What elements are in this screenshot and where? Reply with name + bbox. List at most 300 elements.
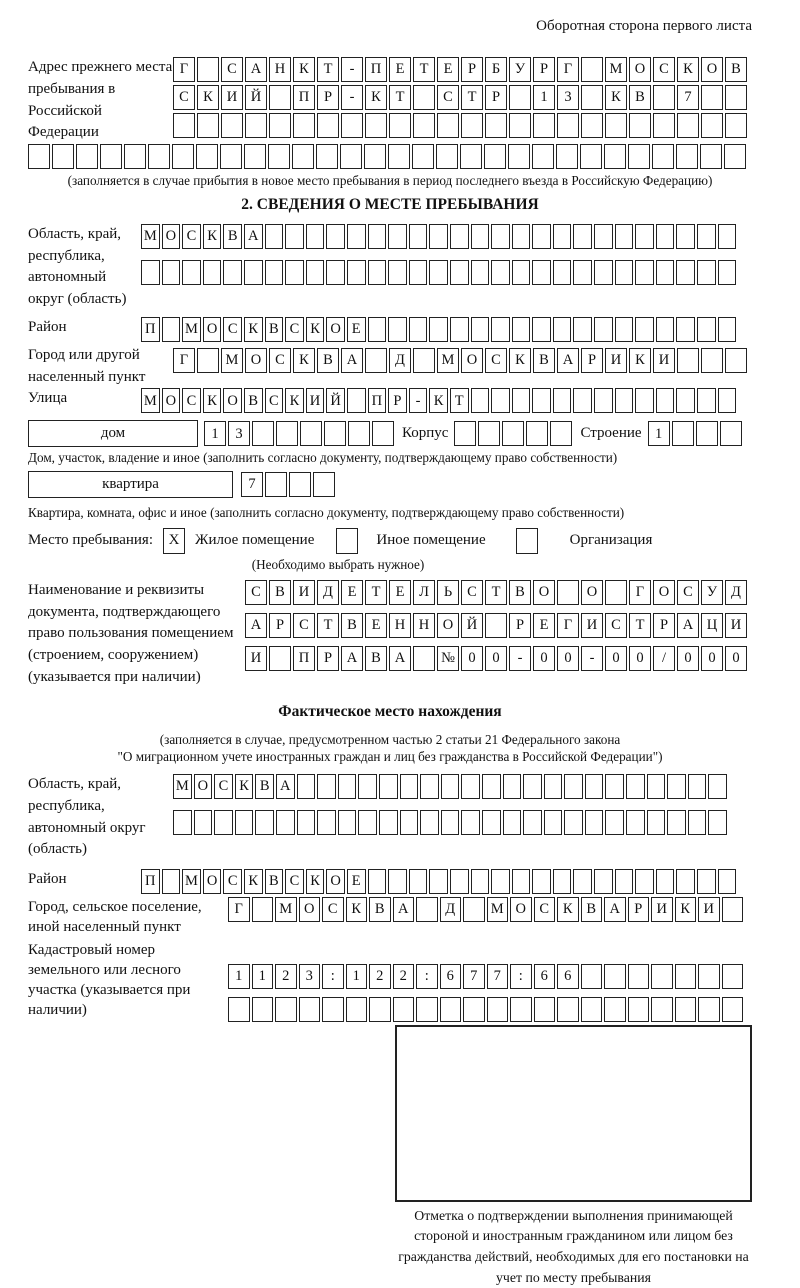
char-box[interactable]: 7 — [241, 472, 263, 497]
char-box[interactable]: В — [369, 897, 391, 922]
char-box[interactable] — [173, 810, 192, 835]
char-box[interactable]: Г — [557, 57, 579, 82]
char-box[interactable] — [676, 317, 695, 342]
char-box[interactable]: И — [651, 897, 673, 922]
checkbox-zhiloe[interactable]: X — [163, 528, 185, 554]
char-box[interactable] — [722, 997, 744, 1022]
char-box[interactable]: С — [182, 388, 201, 413]
char-box[interactable] — [553, 869, 572, 894]
char-box[interactable]: С — [534, 897, 556, 922]
char-box[interactable]: - — [509, 646, 531, 671]
char-box[interactable] — [677, 348, 699, 373]
char-box[interactable]: Р — [485, 85, 507, 110]
char-box[interactable]: О — [581, 580, 603, 605]
char-box[interactable] — [724, 144, 746, 169]
char-box[interactable]: Й — [245, 85, 267, 110]
char-box[interactable] — [413, 85, 435, 110]
char-box[interactable]: Р — [653, 613, 675, 638]
char-box[interactable]: - — [341, 85, 363, 110]
char-box[interactable] — [581, 997, 603, 1022]
char-box[interactable] — [194, 810, 213, 835]
char-box[interactable] — [450, 224, 469, 249]
char-box[interactable]: В — [244, 388, 263, 413]
char-box[interactable]: М — [141, 388, 160, 413]
char-box[interactable] — [285, 224, 304, 249]
char-box[interactable] — [28, 144, 50, 169]
char-box[interactable] — [502, 421, 524, 446]
char-box[interactable]: К — [203, 224, 222, 249]
char-box[interactable] — [440, 997, 462, 1022]
char-box[interactable] — [667, 774, 686, 799]
char-box[interactable]: Й — [326, 388, 345, 413]
char-box[interactable]: Е — [347, 869, 366, 894]
char-box[interactable] — [510, 997, 532, 1022]
char-box[interactable] — [532, 144, 554, 169]
char-box[interactable]: П — [368, 388, 387, 413]
char-box[interactable] — [436, 144, 458, 169]
char-box[interactable] — [544, 774, 563, 799]
char-box[interactable] — [718, 260, 737, 285]
char-box[interactable]: В — [223, 224, 242, 249]
char-box[interactable] — [269, 113, 291, 138]
char-box[interactable] — [393, 997, 415, 1022]
char-box[interactable]: О — [437, 613, 459, 638]
char-box[interactable] — [651, 964, 673, 989]
char-box[interactable] — [534, 997, 556, 1022]
char-box[interactable]: Т — [317, 613, 339, 638]
char-box[interactable] — [441, 774, 460, 799]
char-box[interactable] — [533, 113, 555, 138]
char-box[interactable] — [635, 224, 654, 249]
char-box[interactable] — [197, 57, 219, 82]
char-box[interactable]: Н — [269, 57, 291, 82]
char-box[interactable] — [245, 113, 267, 138]
char-box[interactable]: И — [221, 85, 243, 110]
char-box[interactable] — [269, 85, 291, 110]
char-box[interactable] — [471, 224, 490, 249]
char-box[interactable]: Е — [347, 317, 366, 342]
char-box[interactable]: А — [389, 646, 411, 671]
char-box[interactable]: О — [162, 224, 181, 249]
char-box[interactable] — [358, 774, 377, 799]
char-box[interactable] — [412, 144, 434, 169]
char-box[interactable] — [400, 774, 419, 799]
char-box[interactable] — [653, 113, 675, 138]
char-box[interactable]: С — [653, 57, 675, 82]
char-box[interactable] — [148, 144, 170, 169]
char-box[interactable] — [454, 421, 476, 446]
char-box[interactable]: М — [221, 348, 243, 373]
char-box[interactable]: А — [245, 613, 267, 638]
char-box[interactable]: С — [214, 774, 233, 799]
char-box[interactable] — [244, 144, 266, 169]
char-box[interactable] — [347, 224, 366, 249]
char-box[interactable] — [379, 810, 398, 835]
char-box[interactable]: Т — [629, 613, 651, 638]
char-box[interactable] — [656, 224, 675, 249]
char-box[interactable] — [365, 113, 387, 138]
char-box[interactable]: И — [698, 897, 720, 922]
char-box[interactable]: К — [365, 85, 387, 110]
char-box[interactable]: К — [203, 388, 222, 413]
char-box[interactable] — [656, 317, 675, 342]
char-box[interactable] — [698, 964, 720, 989]
char-box[interactable]: 2 — [275, 964, 297, 989]
char-box[interactable] — [221, 113, 243, 138]
char-box[interactable]: 6 — [534, 964, 556, 989]
char-box[interactable] — [557, 997, 579, 1022]
char-box[interactable] — [647, 774, 666, 799]
char-box[interactable] — [124, 144, 146, 169]
char-box[interactable]: К — [557, 897, 579, 922]
char-box[interactable] — [556, 144, 578, 169]
char-box[interactable] — [581, 113, 603, 138]
char-box[interactable] — [162, 869, 181, 894]
char-box[interactable] — [629, 113, 651, 138]
char-box[interactable] — [252, 897, 274, 922]
char-box[interactable] — [615, 260, 634, 285]
char-box[interactable] — [197, 113, 219, 138]
char-box[interactable]: А — [276, 774, 295, 799]
char-box[interactable] — [628, 144, 650, 169]
char-box[interactable] — [605, 774, 624, 799]
char-box[interactable] — [269, 646, 291, 671]
char-box[interactable]: Л — [413, 580, 435, 605]
char-box[interactable]: 0 — [725, 646, 747, 671]
char-box[interactable]: М — [437, 348, 459, 373]
char-box[interactable] — [478, 421, 500, 446]
char-box[interactable]: О — [461, 348, 483, 373]
char-box[interactable] — [340, 144, 362, 169]
char-box[interactable]: Р — [317, 646, 339, 671]
char-box[interactable] — [450, 869, 469, 894]
char-box[interactable]: О — [299, 897, 321, 922]
char-box[interactable] — [509, 85, 531, 110]
char-box[interactable]: О — [533, 580, 555, 605]
char-box[interactable]: О — [194, 774, 213, 799]
char-box[interactable] — [388, 317, 407, 342]
char-box[interactable]: У — [701, 580, 723, 605]
char-box[interactable] — [604, 144, 626, 169]
char-box[interactable] — [491, 317, 510, 342]
char-box[interactable]: В — [533, 348, 555, 373]
char-box[interactable] — [564, 774, 583, 799]
char-box[interactable]: Е — [437, 57, 459, 82]
char-box[interactable]: Р — [461, 57, 483, 82]
char-box[interactable]: С — [605, 613, 627, 638]
char-box[interactable] — [676, 869, 695, 894]
char-box[interactable]: К — [346, 897, 368, 922]
char-box[interactable] — [388, 869, 407, 894]
char-box[interactable] — [628, 964, 650, 989]
char-box[interactable] — [594, 260, 613, 285]
char-box[interactable] — [372, 421, 394, 446]
char-box[interactable] — [338, 774, 357, 799]
char-box[interactable] — [512, 224, 531, 249]
char-box[interactable]: : — [510, 964, 532, 989]
char-box[interactable] — [437, 113, 459, 138]
char-box[interactable] — [553, 317, 572, 342]
char-box[interactable]: А — [245, 57, 267, 82]
char-box[interactable] — [626, 810, 645, 835]
char-box[interactable] — [365, 348, 387, 373]
char-box[interactable]: И — [245, 646, 267, 671]
char-box[interactable]: Г — [173, 348, 195, 373]
char-box[interactable]: Т — [317, 57, 339, 82]
char-box[interactable] — [265, 224, 284, 249]
char-box[interactable] — [141, 260, 160, 285]
char-box[interactable]: К — [675, 897, 697, 922]
char-box[interactable] — [461, 774, 480, 799]
char-box[interactable] — [400, 810, 419, 835]
char-box[interactable]: П — [141, 869, 160, 894]
char-box[interactable]: С — [221, 57, 243, 82]
char-box[interactable] — [368, 260, 387, 285]
char-box[interactable] — [594, 224, 613, 249]
char-box[interactable]: К — [306, 317, 325, 342]
char-box[interactable] — [441, 810, 460, 835]
char-box[interactable]: Д — [389, 348, 411, 373]
char-box[interactable]: 0 — [461, 646, 483, 671]
char-box[interactable]: В — [317, 348, 339, 373]
char-box[interactable] — [317, 774, 336, 799]
char-box[interactable] — [688, 774, 707, 799]
char-box[interactable] — [573, 317, 592, 342]
char-box[interactable]: 0 — [629, 646, 651, 671]
char-box[interactable]: В — [255, 774, 274, 799]
char-box[interactable] — [346, 997, 368, 1022]
char-box[interactable]: О — [629, 57, 651, 82]
char-box[interactable] — [471, 317, 490, 342]
char-box[interactable] — [471, 388, 490, 413]
char-box[interactable]: Е — [389, 57, 411, 82]
char-box[interactable] — [297, 810, 316, 835]
char-box[interactable]: К — [629, 348, 651, 373]
char-box[interactable] — [697, 869, 716, 894]
char-box[interactable] — [615, 224, 634, 249]
char-box[interactable]: Т — [461, 85, 483, 110]
char-box[interactable] — [244, 260, 263, 285]
char-box[interactable]: 7 — [677, 85, 699, 110]
char-box[interactable] — [700, 144, 722, 169]
char-box[interactable] — [696, 421, 718, 446]
char-box[interactable] — [471, 869, 490, 894]
char-box[interactable] — [491, 260, 510, 285]
char-box[interactable]: О — [223, 388, 242, 413]
char-box[interactable] — [647, 810, 666, 835]
char-box[interactable] — [252, 421, 274, 446]
char-box[interactable]: И — [306, 388, 325, 413]
char-box[interactable]: О — [326, 317, 345, 342]
char-box[interactable]: Н — [413, 613, 435, 638]
char-box[interactable] — [326, 224, 345, 249]
char-box[interactable]: В — [581, 897, 603, 922]
char-box[interactable] — [604, 997, 626, 1022]
char-box[interactable]: В — [341, 613, 363, 638]
char-box[interactable] — [482, 810, 501, 835]
char-box[interactable]: 1 — [346, 964, 368, 989]
char-box[interactable] — [369, 997, 391, 1022]
char-box[interactable] — [289, 472, 311, 497]
char-box[interactable] — [656, 260, 675, 285]
char-box[interactable] — [429, 869, 448, 894]
char-box[interactable]: М — [487, 897, 509, 922]
char-box[interactable] — [718, 224, 737, 249]
char-box[interactable]: О — [653, 580, 675, 605]
char-box[interactable] — [635, 260, 654, 285]
char-box[interactable] — [585, 774, 604, 799]
char-box[interactable] — [358, 810, 377, 835]
char-box[interactable] — [708, 810, 727, 835]
char-box[interactable] — [429, 260, 448, 285]
char-box[interactable] — [676, 260, 695, 285]
char-box[interactable] — [413, 646, 435, 671]
char-box[interactable] — [471, 260, 490, 285]
char-box[interactable]: 1 — [252, 964, 274, 989]
char-box[interactable] — [605, 810, 624, 835]
char-box[interactable]: В — [509, 580, 531, 605]
char-box[interactable]: И — [605, 348, 627, 373]
char-box[interactable]: П — [293, 85, 315, 110]
char-box[interactable]: Г — [228, 897, 250, 922]
char-box[interactable]: / — [653, 646, 675, 671]
char-box[interactable] — [656, 388, 675, 413]
char-box[interactable] — [626, 774, 645, 799]
char-box[interactable] — [52, 144, 74, 169]
char-box[interactable]: 6 — [440, 964, 462, 989]
char-box[interactable] — [725, 113, 747, 138]
char-box[interactable]: : — [416, 964, 438, 989]
char-box[interactable] — [379, 774, 398, 799]
char-box[interactable] — [389, 113, 411, 138]
char-box[interactable] — [722, 964, 744, 989]
char-box[interactable] — [364, 144, 386, 169]
char-box[interactable] — [628, 997, 650, 1022]
char-box[interactable]: К — [235, 774, 254, 799]
char-box[interactable] — [605, 113, 627, 138]
char-box[interactable] — [503, 810, 522, 835]
char-box[interactable] — [450, 260, 469, 285]
char-box[interactable]: В — [725, 57, 747, 82]
char-box[interactable]: 6 — [557, 964, 579, 989]
char-box[interactable]: И — [653, 348, 675, 373]
char-box[interactable]: Н — [389, 613, 411, 638]
char-box[interactable]: 0 — [485, 646, 507, 671]
char-box[interactable] — [615, 869, 634, 894]
char-box[interactable] — [409, 317, 428, 342]
char-box[interactable] — [416, 997, 438, 1022]
char-box[interactable] — [604, 964, 626, 989]
char-box[interactable]: 7 — [487, 964, 509, 989]
char-box[interactable] — [718, 869, 737, 894]
char-box[interactable]: К — [244, 317, 263, 342]
char-box[interactable] — [306, 224, 325, 249]
char-box[interactable] — [615, 388, 634, 413]
char-box[interactable] — [697, 260, 716, 285]
char-box[interactable] — [252, 997, 274, 1022]
char-box[interactable]: С — [322, 897, 344, 922]
char-box[interactable]: В — [265, 317, 284, 342]
char-box[interactable] — [275, 997, 297, 1022]
char-box[interactable]: Г — [629, 580, 651, 605]
char-box[interactable] — [635, 317, 654, 342]
char-box[interactable] — [162, 317, 181, 342]
char-box[interactable] — [585, 810, 604, 835]
char-box[interactable] — [413, 113, 435, 138]
char-box[interactable]: 0 — [677, 646, 699, 671]
char-box[interactable]: Е — [389, 580, 411, 605]
char-box[interactable] — [348, 421, 370, 446]
char-box[interactable]: Б — [485, 57, 507, 82]
char-box[interactable] — [532, 869, 551, 894]
char-box[interactable] — [676, 388, 695, 413]
char-box[interactable]: П — [293, 646, 315, 671]
char-box[interactable] — [512, 388, 531, 413]
char-box[interactable]: К — [429, 388, 448, 413]
char-box[interactable] — [512, 260, 531, 285]
char-box[interactable]: Д — [440, 897, 462, 922]
char-box[interactable] — [573, 869, 592, 894]
char-box[interactable]: С — [677, 580, 699, 605]
char-box[interactable]: 2 — [393, 964, 415, 989]
char-box[interactable] — [508, 144, 530, 169]
char-box[interactable] — [429, 317, 448, 342]
char-box[interactable] — [581, 85, 603, 110]
char-box[interactable] — [306, 260, 325, 285]
char-box[interactable] — [203, 260, 222, 285]
char-box[interactable] — [460, 144, 482, 169]
char-box[interactable] — [341, 113, 363, 138]
char-box[interactable]: М — [182, 869, 201, 894]
char-box[interactable]: Г — [557, 613, 579, 638]
char-box[interactable]: О — [701, 57, 723, 82]
char-box[interactable]: - — [341, 57, 363, 82]
char-box[interactable] — [317, 113, 339, 138]
char-box[interactable] — [182, 260, 201, 285]
char-box[interactable]: Р — [533, 57, 555, 82]
char-box[interactable]: С — [285, 869, 304, 894]
char-box[interactable]: Т — [413, 57, 435, 82]
char-box[interactable]: Т — [365, 580, 387, 605]
char-box[interactable] — [667, 810, 686, 835]
char-box[interactable]: К — [509, 348, 531, 373]
char-box[interactable] — [276, 421, 298, 446]
char-box[interactable] — [347, 260, 366, 285]
char-box[interactable]: Й — [461, 613, 483, 638]
char-box[interactable]: В — [265, 869, 284, 894]
char-box[interactable] — [553, 388, 572, 413]
char-box[interactable] — [299, 997, 321, 1022]
char-box[interactable] — [580, 144, 602, 169]
char-box[interactable]: О — [245, 348, 267, 373]
char-box[interactable] — [265, 472, 287, 497]
char-box[interactable]: А — [244, 224, 263, 249]
char-box[interactable]: С — [461, 580, 483, 605]
char-box[interactable] — [701, 113, 723, 138]
char-box[interactable]: Е — [533, 613, 555, 638]
char-box[interactable] — [413, 348, 435, 373]
char-box[interactable] — [326, 260, 345, 285]
char-box[interactable] — [491, 224, 510, 249]
char-box[interactable] — [220, 144, 242, 169]
char-box[interactable]: Р — [509, 613, 531, 638]
char-box[interactable] — [526, 421, 548, 446]
char-box[interactable]: П — [141, 317, 160, 342]
char-box[interactable] — [688, 810, 707, 835]
char-box[interactable] — [564, 810, 583, 835]
char-box[interactable]: М — [275, 897, 297, 922]
char-box[interactable] — [557, 580, 579, 605]
